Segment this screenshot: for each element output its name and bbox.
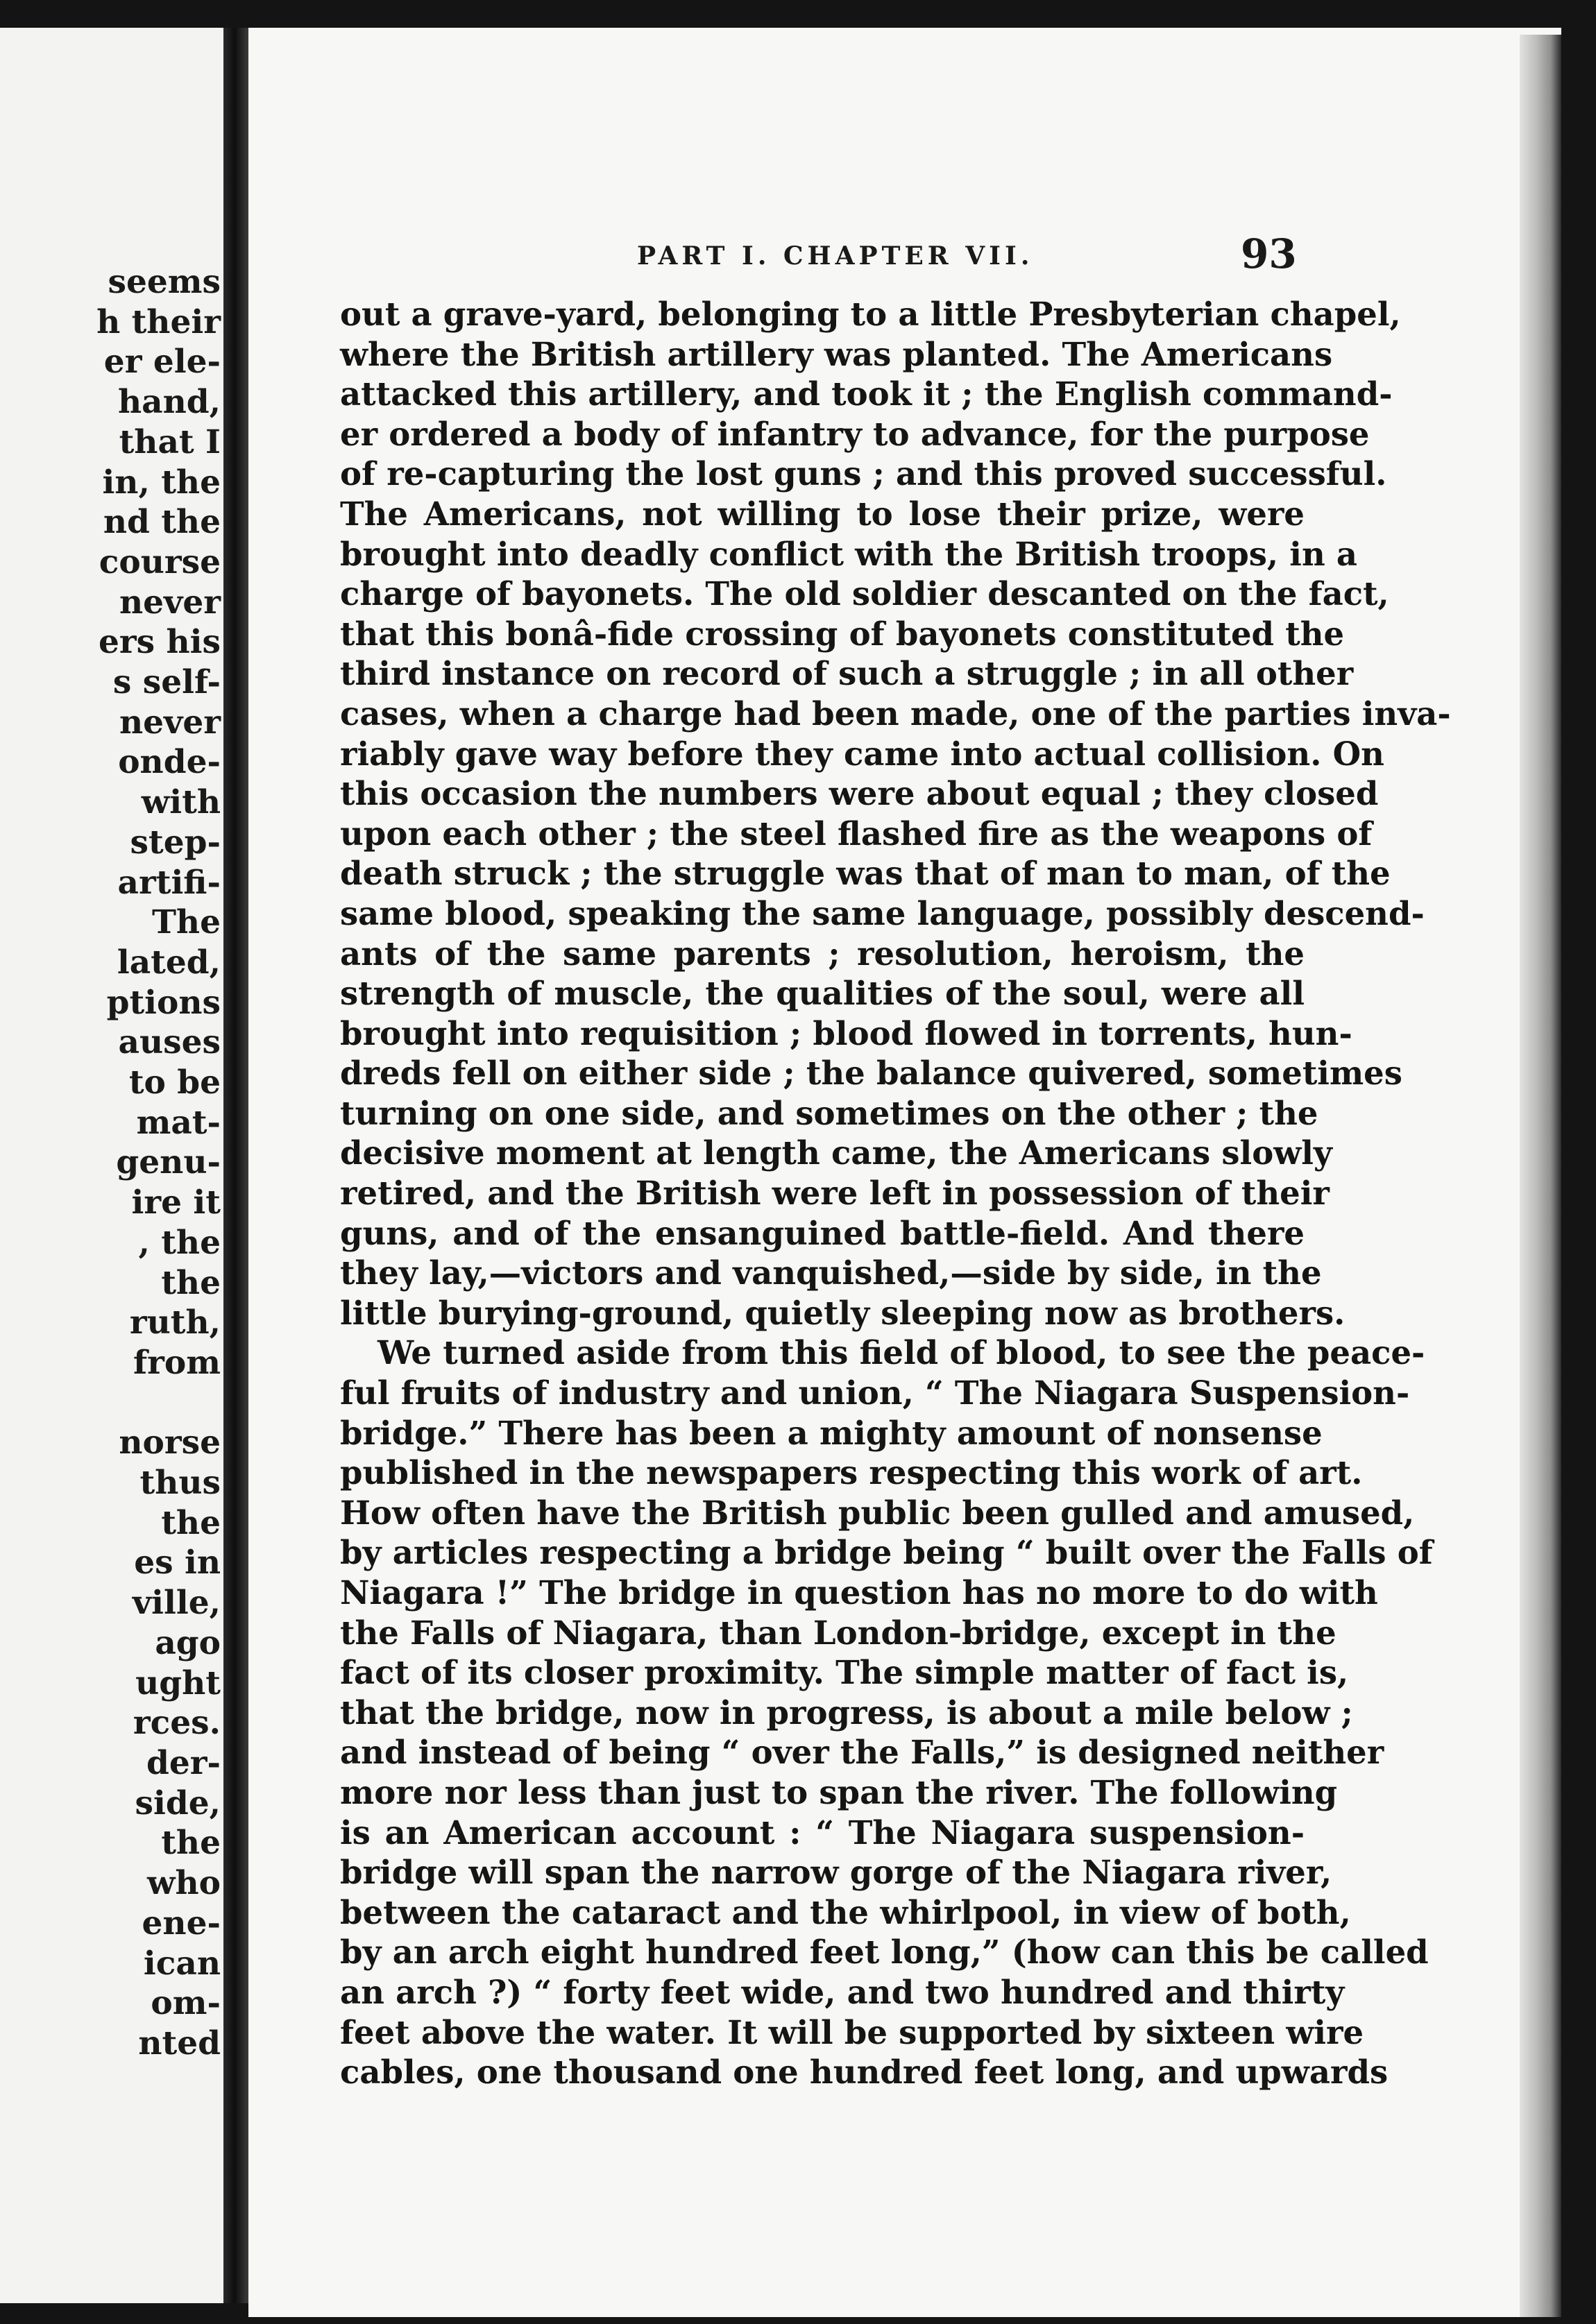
facing-page-line: ican (143, 1944, 221, 1983)
text-line: charge of bayonets. The old soldier descanted on the fact, (340, 574, 1389, 613)
text-line: of re-capturing the lost guns ; and this proved successful. (340, 454, 1387, 493)
text-line: The Americans, not willing to lose their prize, were (340, 494, 1305, 533)
facing-page-line: to be (128, 1063, 221, 1102)
text-line: How often have the British public been gulled and amused, (340, 1493, 1415, 1532)
book-gutter (223, 28, 248, 2303)
text-line: death struck ; the struggle was that of man to man, of the (340, 854, 1391, 893)
page-number: 93 (1241, 230, 1297, 277)
text-line: by articles respecting a bridge being “ built over the Falls of (340, 1533, 1433, 1572)
book-page (248, 28, 1561, 2317)
text-line: We turned aside from this field of blood, to see the peace- (377, 1333, 1425, 1372)
text-line: more nor less than just to span the river. The following (340, 1772, 1338, 1811)
facing-page-line: h their (96, 302, 221, 341)
text-line: third instance on record of such a struggle ; in all other (340, 654, 1354, 693)
text-line: ants of the same parents ; resolution, heroism, the (340, 934, 1305, 973)
text-line: brought into requisition ; blood flowed in torrents, hun- (340, 1014, 1352, 1052)
text-line: guns, and of the ensanguined battle-field. And there (340, 1213, 1305, 1252)
facing-page-line: ruth, (129, 1304, 221, 1342)
facing-page-line: nd the (103, 503, 221, 542)
text-line: out a grave-yard, belonging to a little Presbyterian chapel, (340, 295, 1401, 333)
text-line: bridge will span the narrow gorge of the Niagara river, (340, 1853, 1332, 1892)
facing-page-line: ire it (131, 1184, 221, 1222)
text-line: cases, when a charge had been made, one of the parties inva- (340, 694, 1451, 733)
text-line: dreds fell on either side ; the balance quivered, sometimes (340, 1054, 1402, 1093)
text-line: bridge.” There has been a mighty amount of nonsense (340, 1413, 1323, 1452)
facing-page-line: hand, (117, 383, 221, 422)
text-line: that this bonâ-fide crossing of bayonets constituted the (340, 614, 1345, 653)
facing-page-line: , the (138, 1223, 221, 1262)
page-body (340, 294, 1451, 2092)
facing-page-line: ene- (142, 1904, 221, 1942)
facing-page-line: genu- (116, 1143, 221, 1182)
text-line: an arch ?) “ forty feet wide, and two hundred and thirty (340, 1972, 1345, 2011)
facing-page-line: course (99, 542, 221, 581)
facing-page-fragment (0, 28, 223, 2303)
text-line: er ordered a body of infantry to advance, for the purpose (340, 414, 1370, 453)
facing-page-line: step- (130, 823, 221, 862)
facing-page-line: the (161, 1503, 221, 1542)
page-edge-shadow (1520, 35, 1561, 2317)
text-line: turning on one side, and sometimes on the other ; the (340, 1093, 1318, 1132)
text-line: the Falls of Niagara, than London-bridge, except in the (340, 1613, 1336, 1652)
facing-page-line (12, 1383, 221, 1424)
text-line: and instead of being “ over the Falls,” is designed neither (340, 1733, 1384, 1772)
text-line: decisive moment at length came, the Americans slowly (340, 1134, 1332, 1172)
facing-page-line: lated, (117, 943, 221, 982)
running-head: PART I. CHAPTER VII. (637, 241, 1034, 271)
text-line: this occasion the numbers were about equal ; they closed (340, 774, 1379, 813)
facing-page-line: der- (146, 1744, 221, 1782)
facing-page-line: er ele- (103, 343, 221, 382)
facing-page-line: artifi- (117, 863, 221, 902)
facing-page-line: ught (135, 1664, 221, 1702)
text-line: they lay,—victors and vanquished,—side by side, in the (340, 1254, 1322, 1292)
text-line: attacked this artillery, and took it ; the English command- (340, 375, 1393, 413)
page-header (248, 223, 1561, 279)
text-line: Niagara !” The bridge in question has no more to do with (340, 1573, 1378, 1612)
facing-page-line: es in (134, 1544, 221, 1582)
text-line: same blood, speaking the same language, possibly descend- (340, 894, 1425, 932)
facing-page-line: in, the (102, 463, 221, 502)
facing-page-line: mat- (136, 1103, 221, 1142)
facing-page-line: who (147, 1864, 221, 1903)
facing-page-line: from (133, 1343, 221, 1382)
facing-page-line: thus (139, 1464, 221, 1503)
facing-page-text (12, 262, 221, 2064)
text-line: cables, one thousand one hundred feet long, and upwards (340, 2053, 1389, 2092)
facing-page-line: om- (151, 1984, 221, 2023)
text-line: by an arch eight hundred feet long,” (how can this be called (340, 1933, 1429, 1972)
facing-page-line: ptions (106, 983, 221, 1022)
text-line: that the bridge, now in progress, is about a mile below ; (340, 1693, 1353, 1732)
text-line: is an American account : “ The Niagara suspension- (340, 1813, 1305, 1852)
facing-page-line: that I (119, 422, 221, 461)
facing-page-line: s self- (112, 663, 221, 702)
text-line: riably gave way before they came into actual collision. On (340, 734, 1384, 773)
facing-page-line: onde- (118, 743, 221, 782)
text-line: strength of muscle, the qualities of the soul, were all (340, 974, 1305, 1013)
facing-page-line: ville, (132, 1584, 221, 1623)
facing-page-line: never (119, 703, 221, 742)
facing-page-line: the (161, 1263, 221, 1302)
text-line: ful fruits of industry and union, “ The Niagara Suspension- (340, 1374, 1410, 1412)
text-line: little burying-ground, quietly sleeping now as brothers. (340, 1293, 1345, 1332)
text-line: fact of its closer proximity. The simple matter of fact is, (340, 1653, 1349, 1692)
facing-page-line: with (141, 783, 221, 822)
facing-page-line: nted (138, 2024, 221, 2062)
facing-page-line: ago (155, 1623, 221, 1662)
facing-page-line: side, (135, 1784, 221, 1822)
facing-page-line: ers his (99, 623, 221, 662)
text-line: brought into deadly conflict with the British troops, in a (340, 534, 1358, 573)
facing-page-line: norse (119, 1424, 221, 1462)
facing-page-line: auses (118, 1023, 221, 1062)
text-line: published in the newspapers respecting this work of art. (340, 1453, 1363, 1492)
text-line: between the cataract and the whirlpool, in view of both, (340, 1892, 1351, 1931)
text-line: feet above the water. It will be supported by sixteen wire (340, 2013, 1364, 2051)
facing-page-line: The (151, 903, 221, 942)
facing-page-line: never (119, 583, 221, 622)
text-line: retired, and the British were left in possession of their (340, 1174, 1330, 1213)
facing-page-line: the (161, 1824, 221, 1863)
facing-page-line: rces. (133, 1704, 221, 1743)
facing-page-line: seems (108, 263, 221, 301)
text-line: upon each other ; the steel flashed fire as the weapons of (340, 814, 1373, 853)
text-line: where the British artillery was planted. The Americans (340, 334, 1333, 373)
